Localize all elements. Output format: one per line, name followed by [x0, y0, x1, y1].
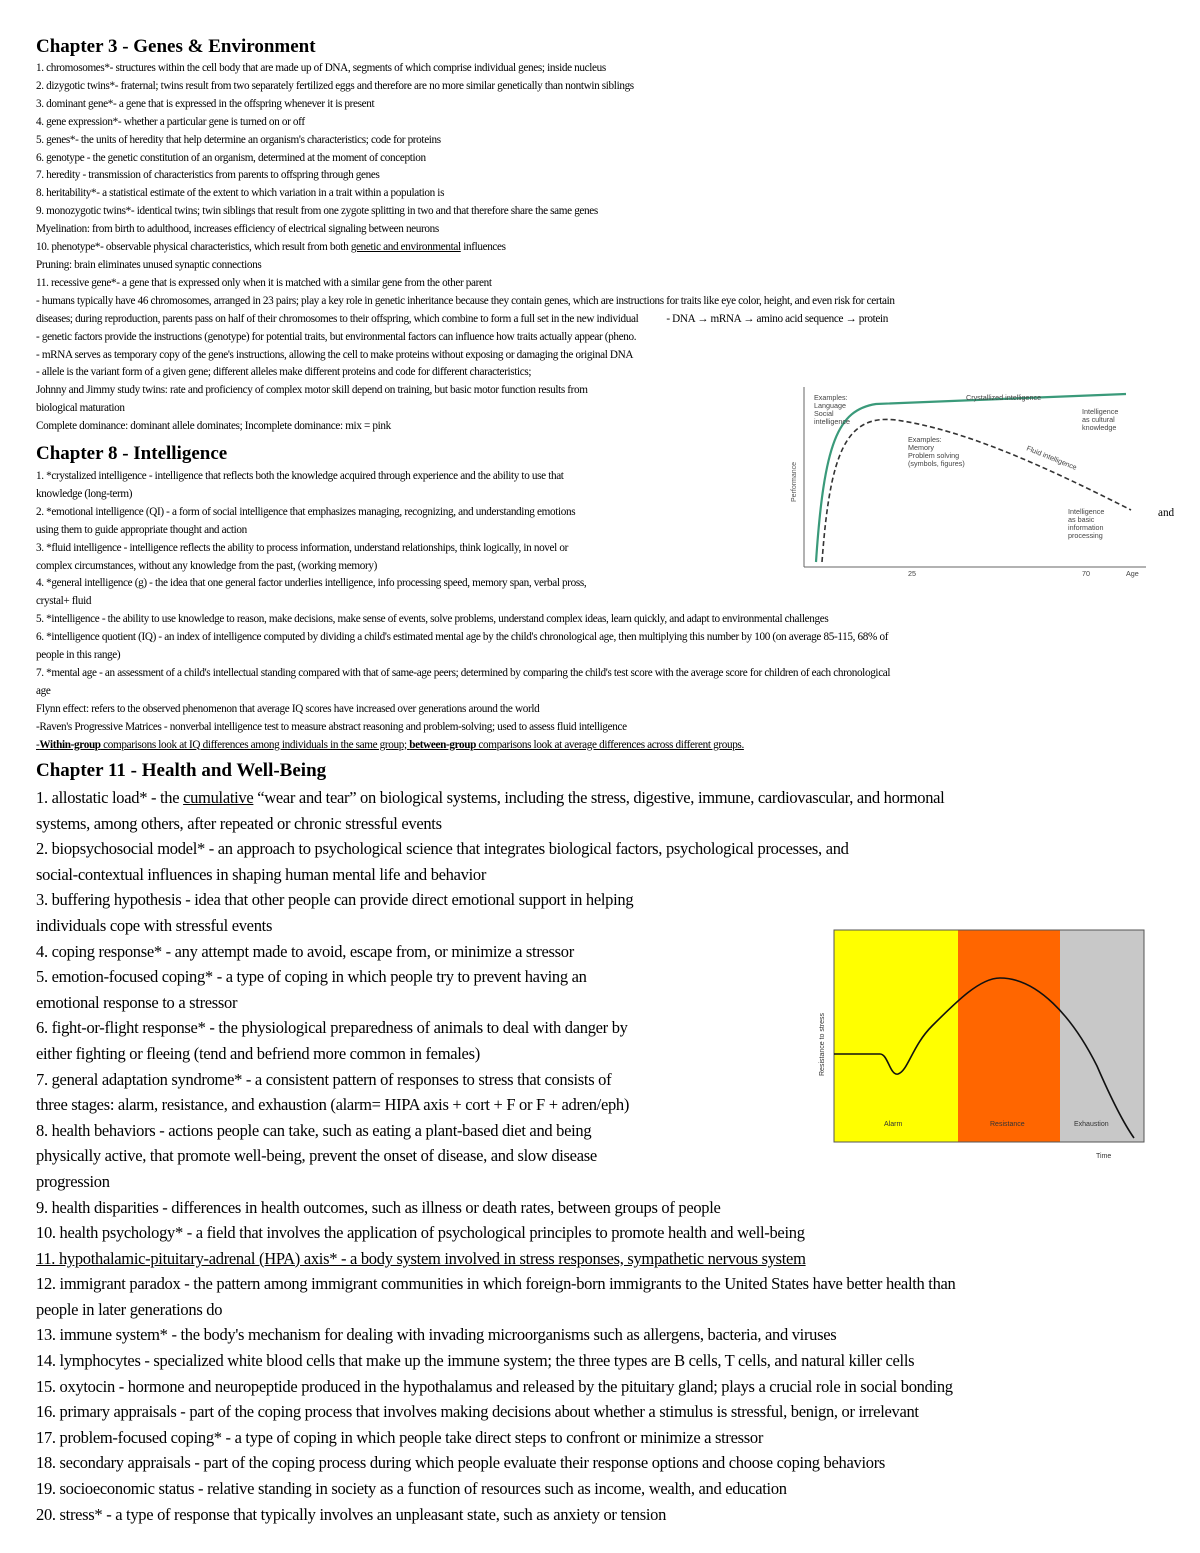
c11-line: 14. lymphocytes - specialized white blood cells that make up the immune system; the three types are B cells, T cells, and natural killer cells	[36, 1351, 915, 1371]
c3-line: 4. gene expression*- whether a particular gene is turned on or off	[36, 115, 305, 128]
c11-line: three stages: alarm, resistance, and exhaustion (alarm= HIPA axis + cort + F or F + adren/eph)	[36, 1095, 630, 1115]
intelligence-figure	[786, 382, 1186, 582]
c3-line: Myelination: from birth to adulthood, increases efficiency of electrical signaling between neurons	[36, 223, 439, 236]
chapter-11-title: Chapter 11 - Health and Well-Being	[36, 760, 327, 781]
c11-line: progression	[36, 1171, 110, 1191]
social-example-0: Examples:	[814, 393, 848, 402]
c11-line: 7. general adaptation syndrome* - a consistent pattern of responses to stress that consists of	[36, 1069, 612, 1089]
fluid-curve	[822, 419, 1131, 562]
diseases-text: diseases; during reproduction, parents pass on half of their chromosomes to their offspring, which combine to form a full set in the new individual	[36, 312, 639, 325]
fluid-example-2: Problem solving	[908, 451, 960, 460]
c3-line: 3. dominant gene*- a gene that is expressed in the offspring whenever it is present	[36, 97, 375, 110]
c11-line: 8. health behaviors - actions people can take, such as eating a plant-based diet and being	[36, 1120, 592, 1140]
c11-line: individuals cope with stressful events	[36, 915, 273, 935]
gas-ylabel: Resistance to stress	[819, 1012, 826, 1076]
c11-line: 9. health disparities - differences in health outcomes, such as illness or death rates, between groups of people	[36, 1197, 721, 1217]
phenotype-underlined: genetic and environmental	[350, 241, 461, 254]
resistance-stage	[958, 930, 1060, 1142]
hpa-line: 11. hypothalamic-pituitary-adrenal (HPA) axis* - a body system involved in stress responses, sympathetic nervous system	[36, 1248, 806, 1268]
c3-line: 2. dizygotic twins*- fraternal; twins result from two separately fertilized eggs and therefore are no more similar genetically than nontwin siblings	[36, 79, 634, 92]
c11-line: 18. secondary appraisals - part of the coping process during which people evaluate their response options and choose coping behaviors	[36, 1453, 886, 1473]
c3-line: - genetic factors provide the instructions (genotype) for potential traits, but environmental factors can influence how traits actually appear (pheno.	[36, 330, 637, 343]
c3-line: 9. monozygotic twins*- identical twins; twin siblings that result from one zygote splitting in two and that therefore share the same genes	[36, 205, 598, 218]
phenotype-suffix: influences	[460, 241, 506, 254]
c8-line: 6. *intelligence quotient (IQ) - an index of intelligence computed by dividing a child's estimated mental age by the child's chronological age, then multiplying this number by 100 (on average 85-115, 68% of	[36, 631, 889, 644]
c11-line: physically active, that promote well-being, prevent the onset of disease, and slow disease	[36, 1146, 597, 1166]
fluid-example-3: (symbols, figures)	[908, 459, 965, 468]
alarm-label: Alarm	[884, 1121, 903, 1128]
c3-line: 8. heritability*- a statistical estimate of the extent to which variation in a trait within a population is	[36, 187, 445, 200]
and-note: and	[1158, 507, 1175, 519]
c3-line: 1. chromosomes*- structures within the cell body that are made up of DNA, segments of which comprise individual genes; inside nucleus	[36, 62, 606, 74]
gas-xlabel: Time	[1096, 1153, 1112, 1160]
exhaustion-stage	[1060, 930, 1144, 1142]
phenotype-prefix: 10. phenotype*- observable physical characteristics, which result from both	[36, 241, 351, 254]
right-top-1: as cultural	[1082, 415, 1115, 424]
c3-line: Pruning: brain eliminates unused synaptic connections	[36, 258, 262, 271]
c3-line: Johnny and Jimmy study twins: rate and proficiency of complex motor skill depend on training, but basic motor function results from	[36, 384, 588, 397]
fluid-label: Fluid intelligence	[1025, 443, 1079, 472]
c3-line: biological maturation	[36, 402, 125, 415]
within-between-line	[36, 737, 1186, 755]
exhaustion-label: Exhaustion	[1074, 1121, 1109, 1128]
c8-line: complex circumstances, without any knowledge from the past, (working memory)	[36, 559, 377, 572]
right-bottom-3: processing	[1068, 531, 1103, 540]
c8-line: 3. *fluid intelligence - intelligence reflects the ability to process information, understand relationships, think logically, in novel or	[36, 541, 568, 554]
social-example-2: Social	[814, 409, 834, 418]
social-example-3: intelligence	[814, 417, 850, 426]
c11-line: 12. immigrant paradox - the pattern among immigrant communities in which foreign-born immigrants to the United States have better health than	[36, 1274, 956, 1294]
allostatic-suffix: “wear and tear” on biological systems, including the stress, digestive, immune, cardiovascular, and hormonal	[253, 788, 945, 807]
right-top-0: Intelligence	[1082, 407, 1119, 416]
diseases-line	[36, 311, 1186, 329]
y-axis-label: Performance	[791, 461, 798, 502]
fluid-example-1: Memory	[908, 443, 934, 452]
c11-line: 6. fight-or-flight response* - the physiological preparedness of animals to deal with danger by	[36, 1018, 628, 1038]
c11-line: emotional response to a stressor	[36, 992, 238, 1012]
x-tick-age: Age	[1126, 569, 1139, 578]
phenotype-line	[36, 239, 1186, 257]
c3-line: 6. genotype - the genetic constitution of an organism, determined at the moment of conception	[36, 151, 426, 164]
c8-line: crystal+ fluid	[36, 595, 92, 608]
c11-line: 15. oxytocin - hormone and neuropeptide produced in the hypothalamus and released by the pituitary gland; plays a crucial role in social bonding	[36, 1376, 953, 1396]
resistance-label: Resistance	[990, 1121, 1025, 1128]
c11-line: 16. primary appraisals - part of the coping process that involves making decisions about whether a stimulus is stressful, benign, or irrelevant	[36, 1402, 919, 1422]
c11-line: 3. buffering hypothesis - idea that other people can provide direct emotional support in helping	[36, 890, 634, 910]
allostatic-prefix: 1. allostatic load* - the	[36, 788, 184, 807]
c8-line: using them to guide appropriate thought and action	[36, 523, 247, 536]
c3-line: - humans typically have 46 chromosomes, arranged in 23 pairs; play a key role in genetic inheritance because they contain genes, which are instructions for traits like eye color, height, and even risk for certain	[36, 294, 895, 307]
c8-line: Flynn effect: refers to the observed phenomenon that average IQ scores have increased over generations around the world	[36, 702, 540, 715]
chapter-8-title: Chapter 8 - Intelligence	[36, 443, 228, 464]
crystallized-label: Crystallized intelligence	[966, 393, 1042, 402]
c11-line: either fighting or fleeing (tend and befriend more common in females)	[36, 1043, 480, 1063]
allostatic-underlined: cumulative	[183, 788, 254, 807]
c3-line: - mRNA serves as temporary copy of the gene's instructions, allowing the cell to make proteins without exposing or damaging the original DNA	[36, 348, 634, 361]
c11-line: systems, among others, after repeated or chronic stressful events	[36, 813, 442, 833]
dna-flow: - DNA → mRNA → amino acid sequence → protein	[666, 312, 889, 325]
x-tick-25: 25	[908, 569, 916, 578]
c8-line: -Raven's Progressive Matrices - nonverbal intelligence test to measure abstract reasoning and problem-solving; used to assess fluid intelligence	[36, 720, 627, 733]
c11-line: 17. problem-focused coping* - a type of coping in which people take direct steps to confront or minimize a stressor	[36, 1427, 764, 1447]
c11-line: 20. stress* - a type of response that typically involves an unpleasant state, such as anxiety or tension	[36, 1504, 667, 1524]
c11-line: social-contextual influences in shaping human mental life and behavior	[36, 864, 487, 884]
c3-line: 11. recessive gene*- a gene that is expressed only when it is matched with a similar gene from the other parent	[36, 276, 492, 289]
right-bottom-2: information	[1068, 523, 1104, 532]
chapter-3-body	[36, 60, 1186, 436]
c8-line: 5. *intelligence - the ability to use knowledge to reason, make decisions, make sense of events, solve problems, understand complex ideas, learn quickly, and adapt to environmental challenges	[36, 613, 829, 626]
between-group-bold: between-group	[409, 738, 476, 751]
within-mid: comparisons look at IQ differences among individuals in the same group;	[100, 738, 410, 751]
allostatic-line	[36, 785, 1186, 811]
c8-line: age	[36, 684, 51, 697]
c11-line: 4. coping response* - any attempt made to avoid, escape from, or minimize a stressor	[36, 941, 574, 961]
alarm-stage	[834, 930, 958, 1142]
x-tick-70: 70	[1082, 569, 1090, 578]
between-suffix: comparisons look at average differences across different groups.	[475, 738, 744, 751]
c8-line: 2. *emotional intelligence (QI) - a form of social intelligence that emphasizes managing, recognizing, and understanding emotions	[36, 505, 576, 518]
c3-line: 5. genes*- the units of heredity that help determine an organism's characteristics; code for proteins	[36, 133, 441, 146]
fluid-example-0: Examples:	[908, 435, 942, 444]
c3-line: 7. heredity - transmission of characteristics from parents to offspring through genes	[36, 169, 380, 182]
c11-line: people in later generations do	[36, 1299, 223, 1319]
c3-line: Complete dominance: dominant allele dominates; Incomplete dominance: mix = pink	[36, 420, 391, 433]
right-bottom-0: Intelligence	[1068, 507, 1105, 516]
social-example-1: Language	[814, 401, 846, 410]
within-prefix: -	[36, 738, 40, 751]
right-bottom-1: as basic	[1068, 515, 1095, 524]
c11-line: 10. health psychology* - a field that involves the application of psychological principles to promote health and well-being	[36, 1223, 805, 1243]
right-top-2: knowledge	[1082, 423, 1117, 432]
gas-figure	[812, 926, 1152, 1164]
c8-line: people in this range)	[36, 649, 121, 662]
within-group-bold: Within-group	[39, 738, 101, 751]
c11-line: 19. socioeconomic status - relative standing in society as a function of resources such as income, wealth, and education	[36, 1479, 787, 1499]
c8-line: 7. *mental age - an assessment of a child's intellectual standing compared with that of same-age peers; determined by comparing the child's test score with the average score for children of each chronological	[36, 666, 891, 679]
c3-line: - allele is the variant form of a given gene; different alleles make different proteins and code for different characteristics;	[36, 366, 532, 379]
c11-line: 5. emotion-focused coping* - a type of coping in which people try to prevent having an	[36, 967, 587, 987]
chapter-3-title: Chapter 3 - Genes & Environment	[36, 36, 316, 57]
c11-line: 13. immune system* - the body's mechanism for dealing with invading microorganisms such as allergens, bacteria, and viruses	[36, 1325, 837, 1345]
c11-line: 2. biopsychosocial model* - an approach to psychological science that integrates biological factors, psychological processes, and	[36, 839, 849, 859]
c8-line: 1. *crystalized intelligence - intelligence that reflects both the knowledge acquired through experience and the ability to use that	[36, 470, 564, 482]
c8-line: knowledge (long-term)	[36, 487, 133, 500]
c8-line: 4. *general intelligence (g) - the idea that one general factor underlies intelligence, info processing speed, memory span, verbal pross,	[36, 577, 587, 590]
